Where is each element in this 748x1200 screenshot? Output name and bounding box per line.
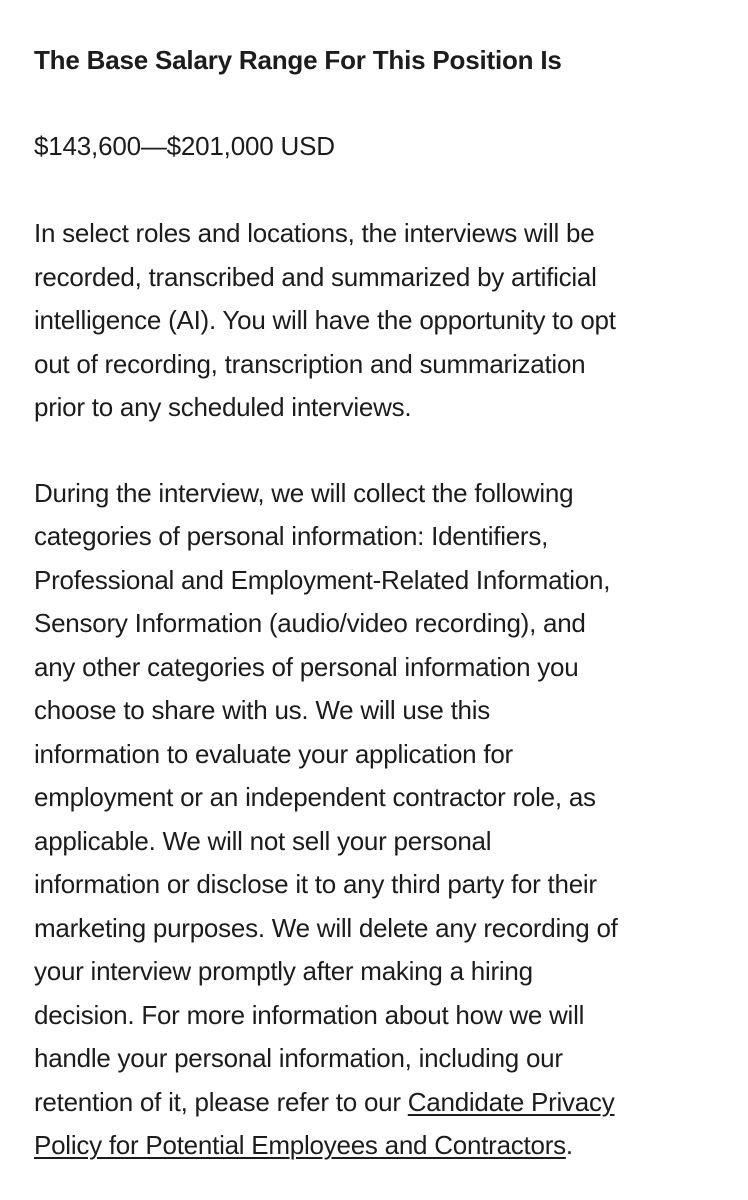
notice-line: choose to share with us. We will use this: [34, 695, 491, 725]
notice-line: information or disclose it to any third party for their: [34, 869, 597, 899]
notice-line: intelligence (AI). You will have the opportunity to opt: [34, 305, 616, 335]
notice-line-with-link: [34, 1124, 718, 1168]
notice-line-prefix: retention of it, please refer to our: [34, 1086, 408, 1117]
candidate-privacy-policy-link-continued[interactable]: Policy for Potential Employees and Contractors: [34, 1130, 566, 1160]
notice-line: prior to any scheduled interviews.: [34, 392, 412, 422]
notice-line: decision. For more information about how we will: [34, 999, 585, 1030]
notice-line-with-link: [34, 1081, 718, 1125]
notice-line: information to evaluate your application for: [34, 738, 513, 769]
notice-line: out of recording, transcription and summarization: [34, 348, 586, 379]
notice-line: your interview promptly after making a hiring: [34, 956, 533, 986]
notice-line: Professional and Employment-Related Information,: [34, 564, 611, 595]
notice-line: categories of personal information: Identifiers,: [34, 521, 549, 551]
notice-line: In select roles and locations, the interviews will be: [34, 218, 595, 248]
salary-heading: The Base Salary Range For This Position Is: [34, 45, 562, 75]
job-posting-section: [34, 40, 718, 1168]
sentence-period: .: [565, 1130, 573, 1160]
notice-line: marketing purposes. We will delete any recording of: [34, 912, 618, 943]
notice-line: handle your personal information, including our: [34, 1043, 563, 1073]
ai-recording-notice: [34, 212, 718, 430]
candidate-privacy-policy-link[interactable]: Candidate Privacy: [407, 1086, 615, 1117]
notice-line: any other categories of personal information you: [34, 651, 579, 682]
salary-range: $143,600—$201,000 USD: [34, 131, 335, 161]
notice-line: employment or an independent contractor role, as: [34, 782, 596, 812]
privacy-notice: [34, 472, 718, 1168]
notice-line: Sensory Information (audio/video recording), and: [34, 608, 586, 638]
notice-line: During the interview, we will collect the following: [34, 477, 574, 508]
notice-line: recorded, transcribed and summarized by artificial: [34, 261, 597, 292]
notice-line: applicable. We will not sell your personal: [34, 825, 492, 856]
